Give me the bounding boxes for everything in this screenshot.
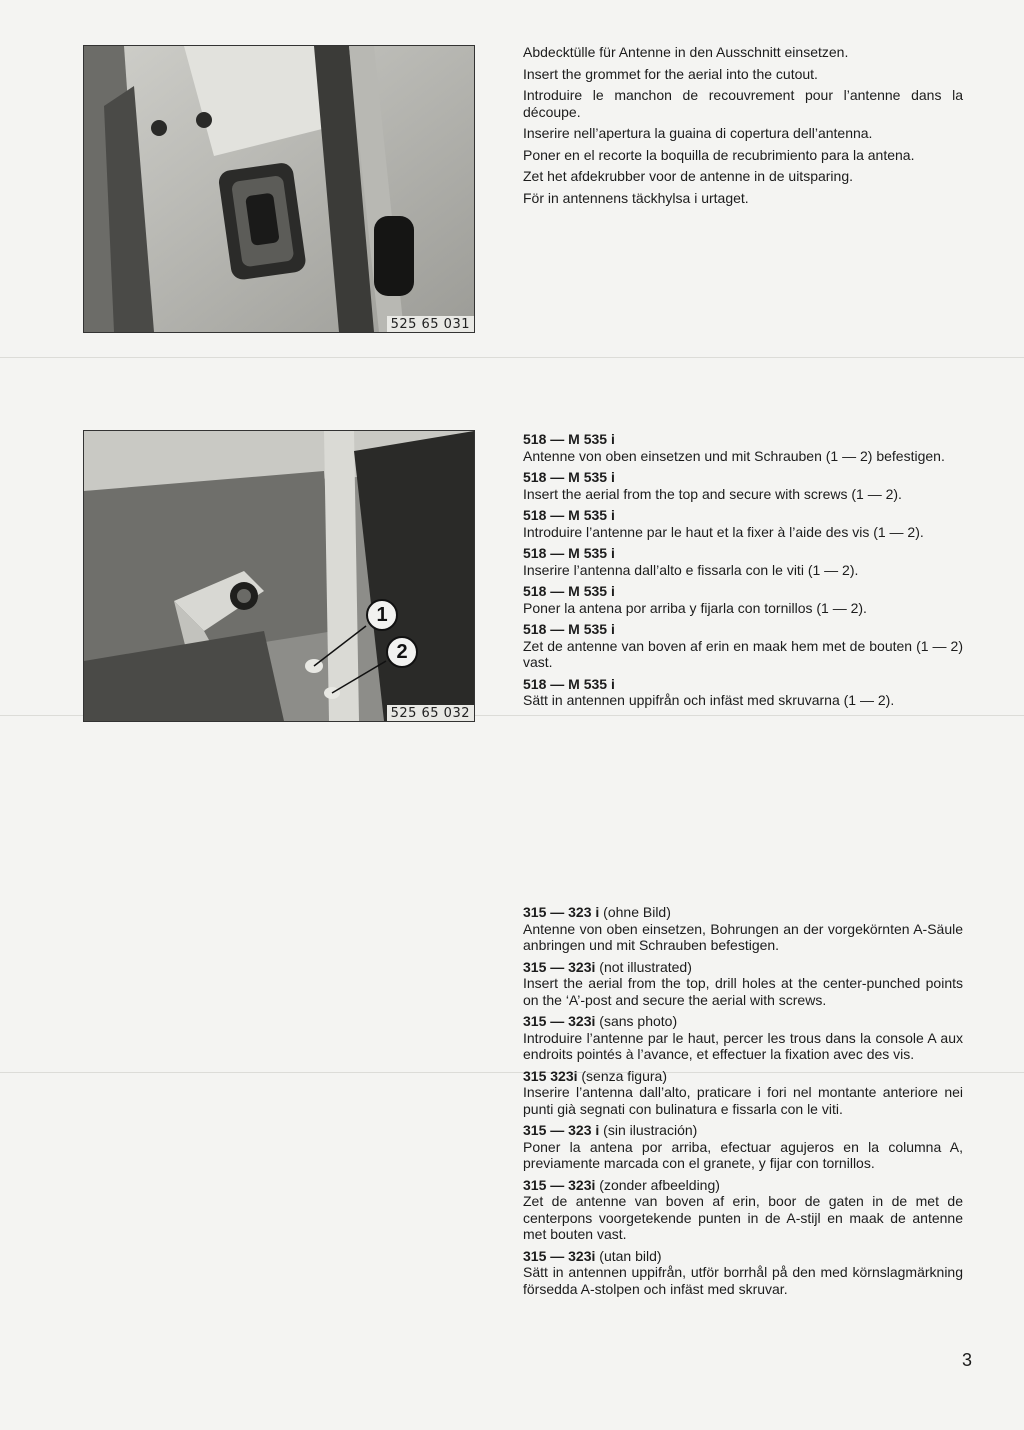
entry-518-en bbox=[523, 469, 963, 502]
model-heading: 518 — M 535 i bbox=[523, 545, 615, 561]
model-heading: 518 — M 535 i bbox=[523, 469, 615, 485]
model-heading: 315 — 323 i bbox=[523, 904, 600, 920]
model-heading: 315 — 323i bbox=[523, 1176, 596, 1193]
entry-text: Zet de antenne van boven af erin en maak hem met de bouten (1 — 2) vast. bbox=[523, 637, 963, 670]
photo-aerial-screws bbox=[83, 430, 475, 722]
model-note: (zonder afbeelding) bbox=[595, 1176, 720, 1193]
model-heading-row bbox=[523, 1177, 963, 1194]
model-note: (utan bild) bbox=[595, 1247, 662, 1264]
model-heading: 315 — 323i bbox=[523, 1247, 596, 1264]
entry-text: Sätt in antennen uppifrån, utför borrhål på den med körnslagmärkning försedda A-stolpen och infäst med skruvar. bbox=[523, 1264, 963, 1297]
model-heading-row bbox=[523, 1013, 963, 1030]
entry-text: Poner la antena por arriba y fijarla con tornillos (1 — 2). bbox=[523, 599, 867, 616]
model-heading-row bbox=[523, 904, 963, 921]
instruction-fr: Introduire le manchon de recouvrement pour l’antenne dans la découpe. bbox=[523, 87, 963, 120]
model-note: (not illustrated) bbox=[595, 958, 692, 975]
entry-518-it bbox=[523, 545, 963, 578]
entry-315-nl bbox=[523, 1177, 963, 1243]
entry-518-es bbox=[523, 583, 963, 616]
entry-315-it bbox=[523, 1068, 963, 1118]
entry-text: Antenne von oben einsetzen, Bohrungen an der vorgekörnten A-Säule anbringen und mit Schrauben befestigen. bbox=[523, 920, 963, 953]
model-heading: 315 — 323 i bbox=[523, 1122, 600, 1138]
entry-text: Inserire l’antenna dall’alto, praticare i fori nel montante anteriore nei punti già segnati con bulinatura e fissarla con le viti. bbox=[523, 1084, 963, 1117]
page-number: 3 bbox=[961, 1350, 972, 1370]
instruction-block-grommet bbox=[523, 44, 963, 211]
callout-1: 1 bbox=[366, 599, 398, 631]
model-heading: 518 — M 535 i bbox=[523, 583, 615, 599]
entry-text: Sätt in antennen uppifrån och infäst med skruvarna (1 — 2). bbox=[523, 692, 895, 708]
entry-text: Inserire l’antenna dall’alto e fissarla con le viti (1 — 2). bbox=[523, 561, 859, 578]
instruction-es: Poner en el recorte la boquilla de recubrimiento para la antena. bbox=[523, 146, 915, 163]
entry-text: Antenne von oben einsetzen und mit Schrauben (1 — 2) befestigen. bbox=[523, 447, 945, 464]
photo-grommet bbox=[83, 45, 475, 333]
model-heading: 315 — 323i bbox=[523, 1013, 596, 1029]
callout-2: 2 bbox=[386, 636, 418, 668]
entry-518-fr bbox=[523, 507, 963, 540]
entry-315-es bbox=[523, 1122, 963, 1172]
model-heading-row bbox=[523, 959, 963, 976]
entry-text: Introduire l’antenne par le haut et la fixer à l’aide des vis (1 — 2). bbox=[523, 523, 924, 540]
instruction-it: Inserire nell’apertura la guaina di copertura dell’antenna. bbox=[523, 125, 873, 141]
photo-grommet-image bbox=[84, 46, 474, 332]
entry-315-sv bbox=[523, 1248, 963, 1298]
model-heading: 518 — M 535 i bbox=[523, 675, 615, 692]
photo-reference-number: 525 65 031 bbox=[387, 316, 474, 332]
model-heading: 315 — 323i bbox=[523, 958, 596, 975]
instruction-de: Abdecktülle für Antenne in den Ausschnitt einsetzen. bbox=[523, 44, 849, 60]
model-heading: 518 — M 535 i bbox=[523, 621, 615, 637]
instruction-sv: För in antennens täckhylsa i urtaget. bbox=[523, 189, 749, 206]
model-heading: 315 323i bbox=[523, 1067, 578, 1084]
model-heading: 518 — M 535 i bbox=[523, 507, 615, 523]
entry-315-de bbox=[523, 904, 963, 954]
entry-text: Introduire l’antenne par le haut, percer les trous dans la console A aux endroits pointés à l’avance, et effectuer la fixation avec des vis. bbox=[523, 1029, 963, 1062]
model-heading-row bbox=[523, 1122, 963, 1139]
entry-518-nl bbox=[523, 621, 963, 671]
model-note: (ohne Bild) bbox=[599, 904, 671, 920]
model-heading-row bbox=[523, 1248, 963, 1265]
instruction-block-518 bbox=[523, 431, 963, 714]
entry-518-de bbox=[523, 431, 963, 464]
photo-reference-number: 525 65 032 bbox=[387, 705, 474, 721]
model-note: (sans photo) bbox=[595, 1013, 678, 1029]
model-note: (senza figura) bbox=[577, 1067, 667, 1084]
instruction-block-315 bbox=[523, 904, 963, 1302]
fold-line bbox=[0, 357, 1024, 358]
entry-518-sv bbox=[523, 676, 963, 709]
entry-315-fr bbox=[523, 1013, 963, 1063]
model-heading-row bbox=[523, 1068, 963, 1085]
entry-315-en bbox=[523, 959, 963, 1009]
instruction-nl: Zet het afdekrubber voor de antenne in de uitsparing. bbox=[523, 168, 853, 184]
entry-text: Insert the aerial from the top, drill holes at the center-punched points on the ‘A’-post and secure the aerial with screws. bbox=[523, 975, 963, 1008]
entry-text: Zet de antenne van boven af erin, boor de gaten in de met de centerpons voorgetekende punten in de A-stijl en maak de antenne met bouten vast. bbox=[523, 1193, 963, 1242]
instruction-en: Insert the grommet for the aerial into the cutout. bbox=[523, 65, 818, 82]
photo-aerial-screws-image bbox=[84, 431, 474, 721]
entry-text: Insert the aerial from the top and secure with screws (1 — 2). bbox=[523, 485, 902, 502]
model-note: (sin ilustración) bbox=[599, 1122, 698, 1138]
model-heading: 518 — M 535 i bbox=[523, 431, 615, 447]
entry-text: Poner la antena por arriba, efectuar agujeros en la columna A, previamente marcada con el granete, y fijar con tornillos. bbox=[523, 1138, 963, 1171]
